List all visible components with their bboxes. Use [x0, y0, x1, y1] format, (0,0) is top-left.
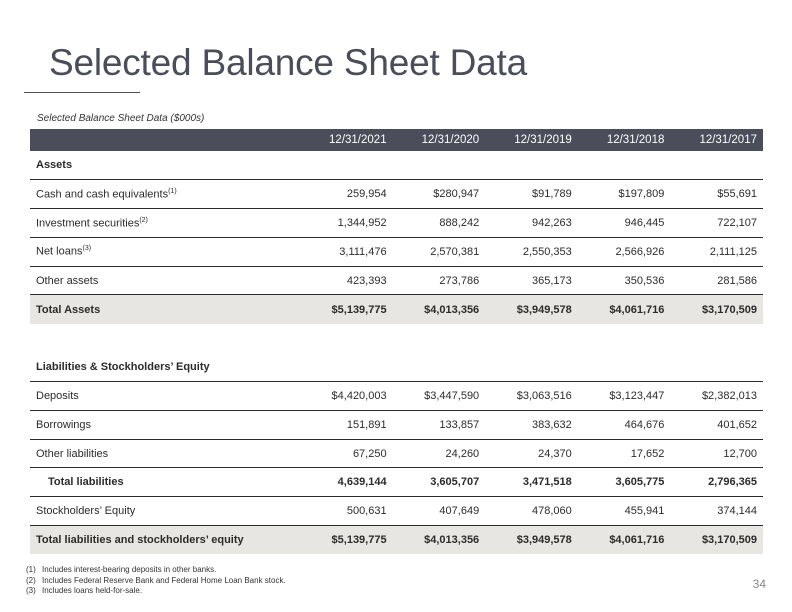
page-title: Selected Balance Sheet Data: [49, 42, 527, 83]
table-row: [30, 180, 763, 209]
cell-value: $4,061,716: [609, 303, 665, 316]
cell-value: 259,954: [300, 180, 393, 209]
cell-value: 67,250: [300, 439, 393, 468]
table-row: [30, 266, 763, 295]
cell-value: $4,420,003: [300, 382, 393, 411]
cell-value: 273,786: [393, 266, 486, 295]
footnotes: [26, 565, 286, 597]
table-row: [30, 382, 763, 411]
cell-value: 2,570,381: [393, 237, 486, 266]
row-label: Other assets: [30, 266, 300, 295]
row-label: Net loans$^{(3)}$: [30, 237, 300, 266]
table-row: [30, 209, 763, 238]
table-caption: Selected Balance Sheet Data ($000s): [37, 113, 205, 124]
cell-value: $55,691: [670, 180, 763, 209]
cell-value: $5,139,775: [331, 534, 387, 547]
cell-value: 3,111,476: [300, 237, 393, 266]
cell-value: 12,700: [670, 439, 763, 468]
column-header: 12/31/2018: [606, 134, 665, 146]
column-header: 12/31/2017: [699, 134, 757, 146]
cell-value: 401,652: [670, 410, 763, 439]
cell-value: 383,632: [485, 410, 578, 439]
total-liabilities-equity-row: [30, 526, 763, 555]
cell-value: $91,789: [485, 180, 578, 209]
cell-value: $4,013,356: [424, 303, 480, 316]
cell-value: 3,605,775: [578, 468, 671, 497]
row-label: Total liabilities and stockholders’ equity: [36, 534, 244, 547]
table-row: [30, 237, 763, 266]
cell-value: $3,170,509: [701, 534, 757, 547]
column-header: 12/31/2021: [329, 134, 387, 146]
spacer-row: [30, 324, 763, 353]
cell-value: 478,060: [485, 497, 578, 526]
cell-value: 946,445: [578, 209, 671, 238]
cell-value: 2,550,353: [485, 237, 578, 266]
cell-value: 281,586: [670, 266, 763, 295]
table-row: [30, 439, 763, 468]
row-label: Other liabilities: [30, 439, 300, 468]
cell-value: $4,013,356: [424, 534, 480, 547]
cell-value: 2,796,365: [670, 468, 763, 497]
cell-value: 374,144: [670, 497, 763, 526]
section-label: Liabilities & Stockholders’ Equity: [30, 353, 763, 382]
cell-value: 17,652: [578, 439, 671, 468]
row-label: Stockholders’ Equity: [30, 497, 300, 526]
page-number: 34: [752, 577, 766, 591]
cell-value: 722,107: [670, 209, 763, 238]
section-row-assets: [30, 151, 763, 180]
cell-value: 3,471,518: [485, 468, 578, 497]
cell-value: $5,139,775: [331, 303, 387, 316]
cell-value: 24,370: [485, 439, 578, 468]
row-label: Deposits: [30, 382, 300, 411]
cell-value: 407,649: [393, 497, 486, 526]
cell-value: $3,447,590: [393, 382, 486, 411]
row-label: Borrowings: [30, 410, 300, 439]
cell-value: 151,891: [300, 410, 393, 439]
title-underline: [24, 92, 140, 93]
cell-value: 2,111,125: [670, 237, 763, 266]
balance-sheet-table: [30, 129, 763, 554]
total-liabilities-row: [30, 468, 763, 497]
cell-value: $2,382,013: [670, 382, 763, 411]
total-assets-row: [30, 295, 763, 324]
cell-value: 464,676: [578, 410, 671, 439]
footnote: (3) Includes loans held-for-sale.: [26, 586, 143, 595]
cell-value: 365,173: [485, 266, 578, 295]
row-label: Cash and cash equivalents$^{(1)}$: [30, 180, 300, 209]
cell-value: $4,061,716: [609, 534, 665, 547]
row-label: Total liabilities: [30, 468, 300, 497]
cell-value: 888,242: [393, 209, 486, 238]
cell-value: $197,809: [578, 180, 671, 209]
cell-value: 4,639,144: [300, 468, 393, 497]
header-blank: [30, 129, 300, 151]
cell-value: 2,566,926: [578, 237, 671, 266]
cell-value: 1,344,952: [300, 209, 393, 238]
cell-value: 455,941: [578, 497, 671, 526]
cell-value: 350,536: [578, 266, 671, 295]
cell-value: 423,393: [300, 266, 393, 295]
cell-value: $3,170,509: [701, 303, 757, 316]
footnote: (1) Includes interest-bearing deposits in other banks.: [26, 565, 217, 574]
cell-value: $280,947: [393, 180, 486, 209]
section-row-liabilities: [30, 353, 763, 382]
table-row: [30, 497, 763, 526]
cell-value: $3,123,447: [578, 382, 671, 411]
cell-value: 24,260: [393, 439, 486, 468]
footnote: (2) Includes Federal Reserve Bank and Federal Home Loan Bank stock.: [26, 575, 286, 585]
cell-value: $3,949,578: [516, 534, 572, 547]
cell-value: 133,857: [393, 410, 486, 439]
cell-value: 3,605,707: [393, 468, 486, 497]
column-header: 12/31/2020: [421, 134, 480, 146]
section-label: Assets: [30, 151, 300, 180]
table-row: [30, 410, 763, 439]
row-label: Investment securities$^{(2)}$: [30, 209, 300, 238]
table-header-row: [30, 129, 763, 151]
row-label: Total Assets: [36, 303, 101, 316]
cell-value: $3,949,578: [516, 303, 572, 316]
cell-value: $3,063,516: [485, 382, 578, 411]
column-header: 12/31/2019: [514, 134, 572, 146]
cell-value: 942,263: [485, 209, 578, 238]
cell-value: 500,631: [300, 497, 393, 526]
